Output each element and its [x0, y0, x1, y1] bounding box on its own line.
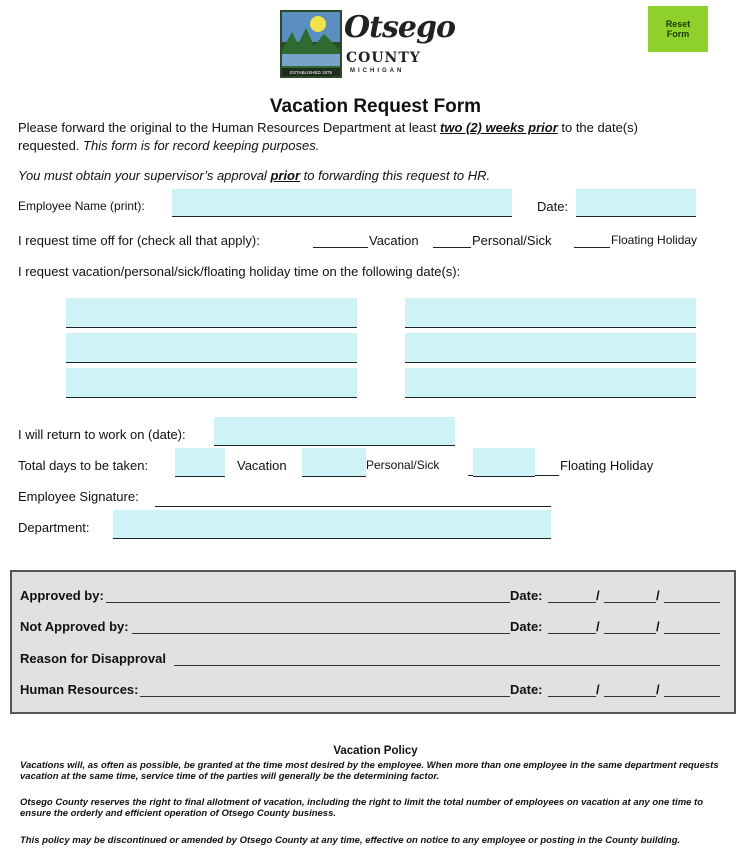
return-date-field[interactable]: [214, 417, 455, 446]
policy-paragraph-1: Vacations will, as often as possible, be granted at the time most desired by the employee. When more than one employee in the same department requests vacation at the same time, service time of the parties will generally be the determining factor.: [20, 760, 719, 782]
personal-sick-days-label: Personal/Sick: [366, 458, 440, 472]
return-date-label: I will return to work on (date):: [18, 427, 186, 442]
supervisor-note: [18, 168, 490, 183]
hr-date-slash-2: /: [656, 682, 660, 697]
not-approved-date-label: Date:: [510, 619, 543, 634]
approval-section: [10, 570, 736, 714]
floating-holiday-days-label: Floating Holiday: [560, 458, 654, 473]
intro-text: Please forward the original to the Human Resources Department at least: [18, 120, 440, 135]
logo-name-line1: Otsego: [344, 10, 455, 45]
policy-title: Vacation Policy: [333, 745, 418, 757]
not-approved-date-day[interactable]: [604, 633, 656, 634]
approved-date-slash-1: /: [596, 588, 600, 603]
date-request-field-6[interactable]: [405, 368, 696, 398]
hr-date-year[interactable]: [664, 696, 720, 697]
supervisor-text: You must obtain your supervisor’s approval: [18, 168, 271, 183]
supervisor-emphasis: prior: [270, 168, 301, 183]
form-title: Vacation Request Form: [269, 96, 482, 117]
reason-label: Reason for Disapproval: [20, 651, 166, 666]
not-approved-date-slash-1: /: [596, 619, 600, 634]
approved-date-label: Date:: [510, 588, 543, 603]
hr-date-day[interactable]: [604, 696, 656, 697]
date-request-field-4[interactable]: [405, 333, 696, 363]
floating-holiday-days-field[interactable]: [473, 448, 535, 477]
hr-date-label: Date:: [510, 682, 543, 697]
not-approved-date-slash-2: /: [656, 619, 660, 634]
date-request-field-3[interactable]: [66, 333, 357, 363]
intro-line-1: [18, 120, 638, 135]
approved-by-label: Approved by:: [20, 588, 104, 603]
vacation-check-line[interactable]: [313, 247, 368, 248]
policy-paragraph-3: This policy may be discontinued or amended by Otsego County at any time, effective on notice to any employee or posting in the County building.: [20, 835, 681, 846]
floating-holiday-check-line[interactable]: [574, 247, 610, 248]
dates-request-label: I request vacation/personal/sick/floating holiday time on the following date(s):: [18, 264, 461, 279]
department-label: Department:: [18, 520, 90, 535]
total-days-label: Total days to be taken:: [18, 458, 149, 473]
approved-by-line[interactable]: [106, 602, 510, 603]
logo-established: ESTABLISHED 1875: [290, 70, 332, 75]
intro-emphasis: two (2) weeks prior: [440, 120, 558, 135]
date-request-field-2[interactable]: [405, 298, 696, 328]
approved-date-month[interactable]: [548, 602, 596, 603]
logo-state: MICHIGAN: [350, 68, 405, 74]
approved-date-slash-2: /: [656, 588, 660, 603]
date-request-field-1[interactable]: [66, 298, 357, 328]
personal-sick-check-line[interactable]: [433, 247, 471, 248]
approved-date-day[interactable]: [604, 602, 656, 603]
vacation-days-label: Vacation: [237, 458, 287, 473]
signature-label: Employee Signature:: [18, 489, 139, 504]
policy-paragraph-2: Otsego County reserves the right to final allotment of vacation, including the right to limit the total number of employees on vacation at any one time to ensure the orderly and efficient operation of Otsego County business.: [20, 797, 704, 819]
county-logo-emblem: [280, 10, 342, 78]
supervisor-text-post: to forwarding this request to HR.: [300, 168, 491, 183]
department-field[interactable]: [113, 510, 551, 539]
approved-date-year[interactable]: [664, 602, 720, 603]
floating-holiday-option-label: Floating Holiday: [611, 233, 698, 247]
reason-line[interactable]: [174, 665, 720, 666]
intro-line-2: [18, 138, 319, 153]
intro-text-post: to the date(s): [557, 120, 638, 135]
intro-text: requested.: [18, 138, 84, 153]
employee-name-field[interactable]: [172, 189, 512, 217]
hr-date-month[interactable]: [548, 696, 596, 697]
floating-days-line-right: [535, 475, 559, 476]
vacation-days-field[interactable]: [175, 448, 225, 477]
not-approved-by-label: Not Approved by:: [20, 619, 129, 634]
reset-form-button[interactable]: Reset Form: [648, 6, 708, 52]
not-approved-date-year[interactable]: [664, 633, 720, 634]
not-approved-by-line[interactable]: [132, 633, 510, 634]
date-field[interactable]: [576, 189, 696, 217]
not-approved-date-month[interactable]: [548, 633, 596, 634]
date-label: Date:: [537, 199, 569, 214]
signature-line[interactable]: [155, 506, 551, 507]
hr-label: Human Resources:: [20, 682, 139, 697]
personal-sick-option-label: Personal/Sick: [472, 233, 552, 248]
logo-name-line2: COUNTY: [346, 50, 421, 66]
intro-italic: This form is for record keeping purposes.: [83, 138, 320, 153]
hr-date-slash-1: /: [596, 682, 600, 697]
employee-name-label: Employee Name (print):: [18, 199, 145, 213]
hr-line[interactable]: [140, 696, 510, 697]
date-request-field-5[interactable]: [66, 368, 357, 398]
personal-sick-days-field[interactable]: [302, 448, 366, 477]
time-off-label: I request time off for (check all that apply):: [18, 233, 260, 248]
vacation-option-label: Vacation: [369, 233, 419, 248]
